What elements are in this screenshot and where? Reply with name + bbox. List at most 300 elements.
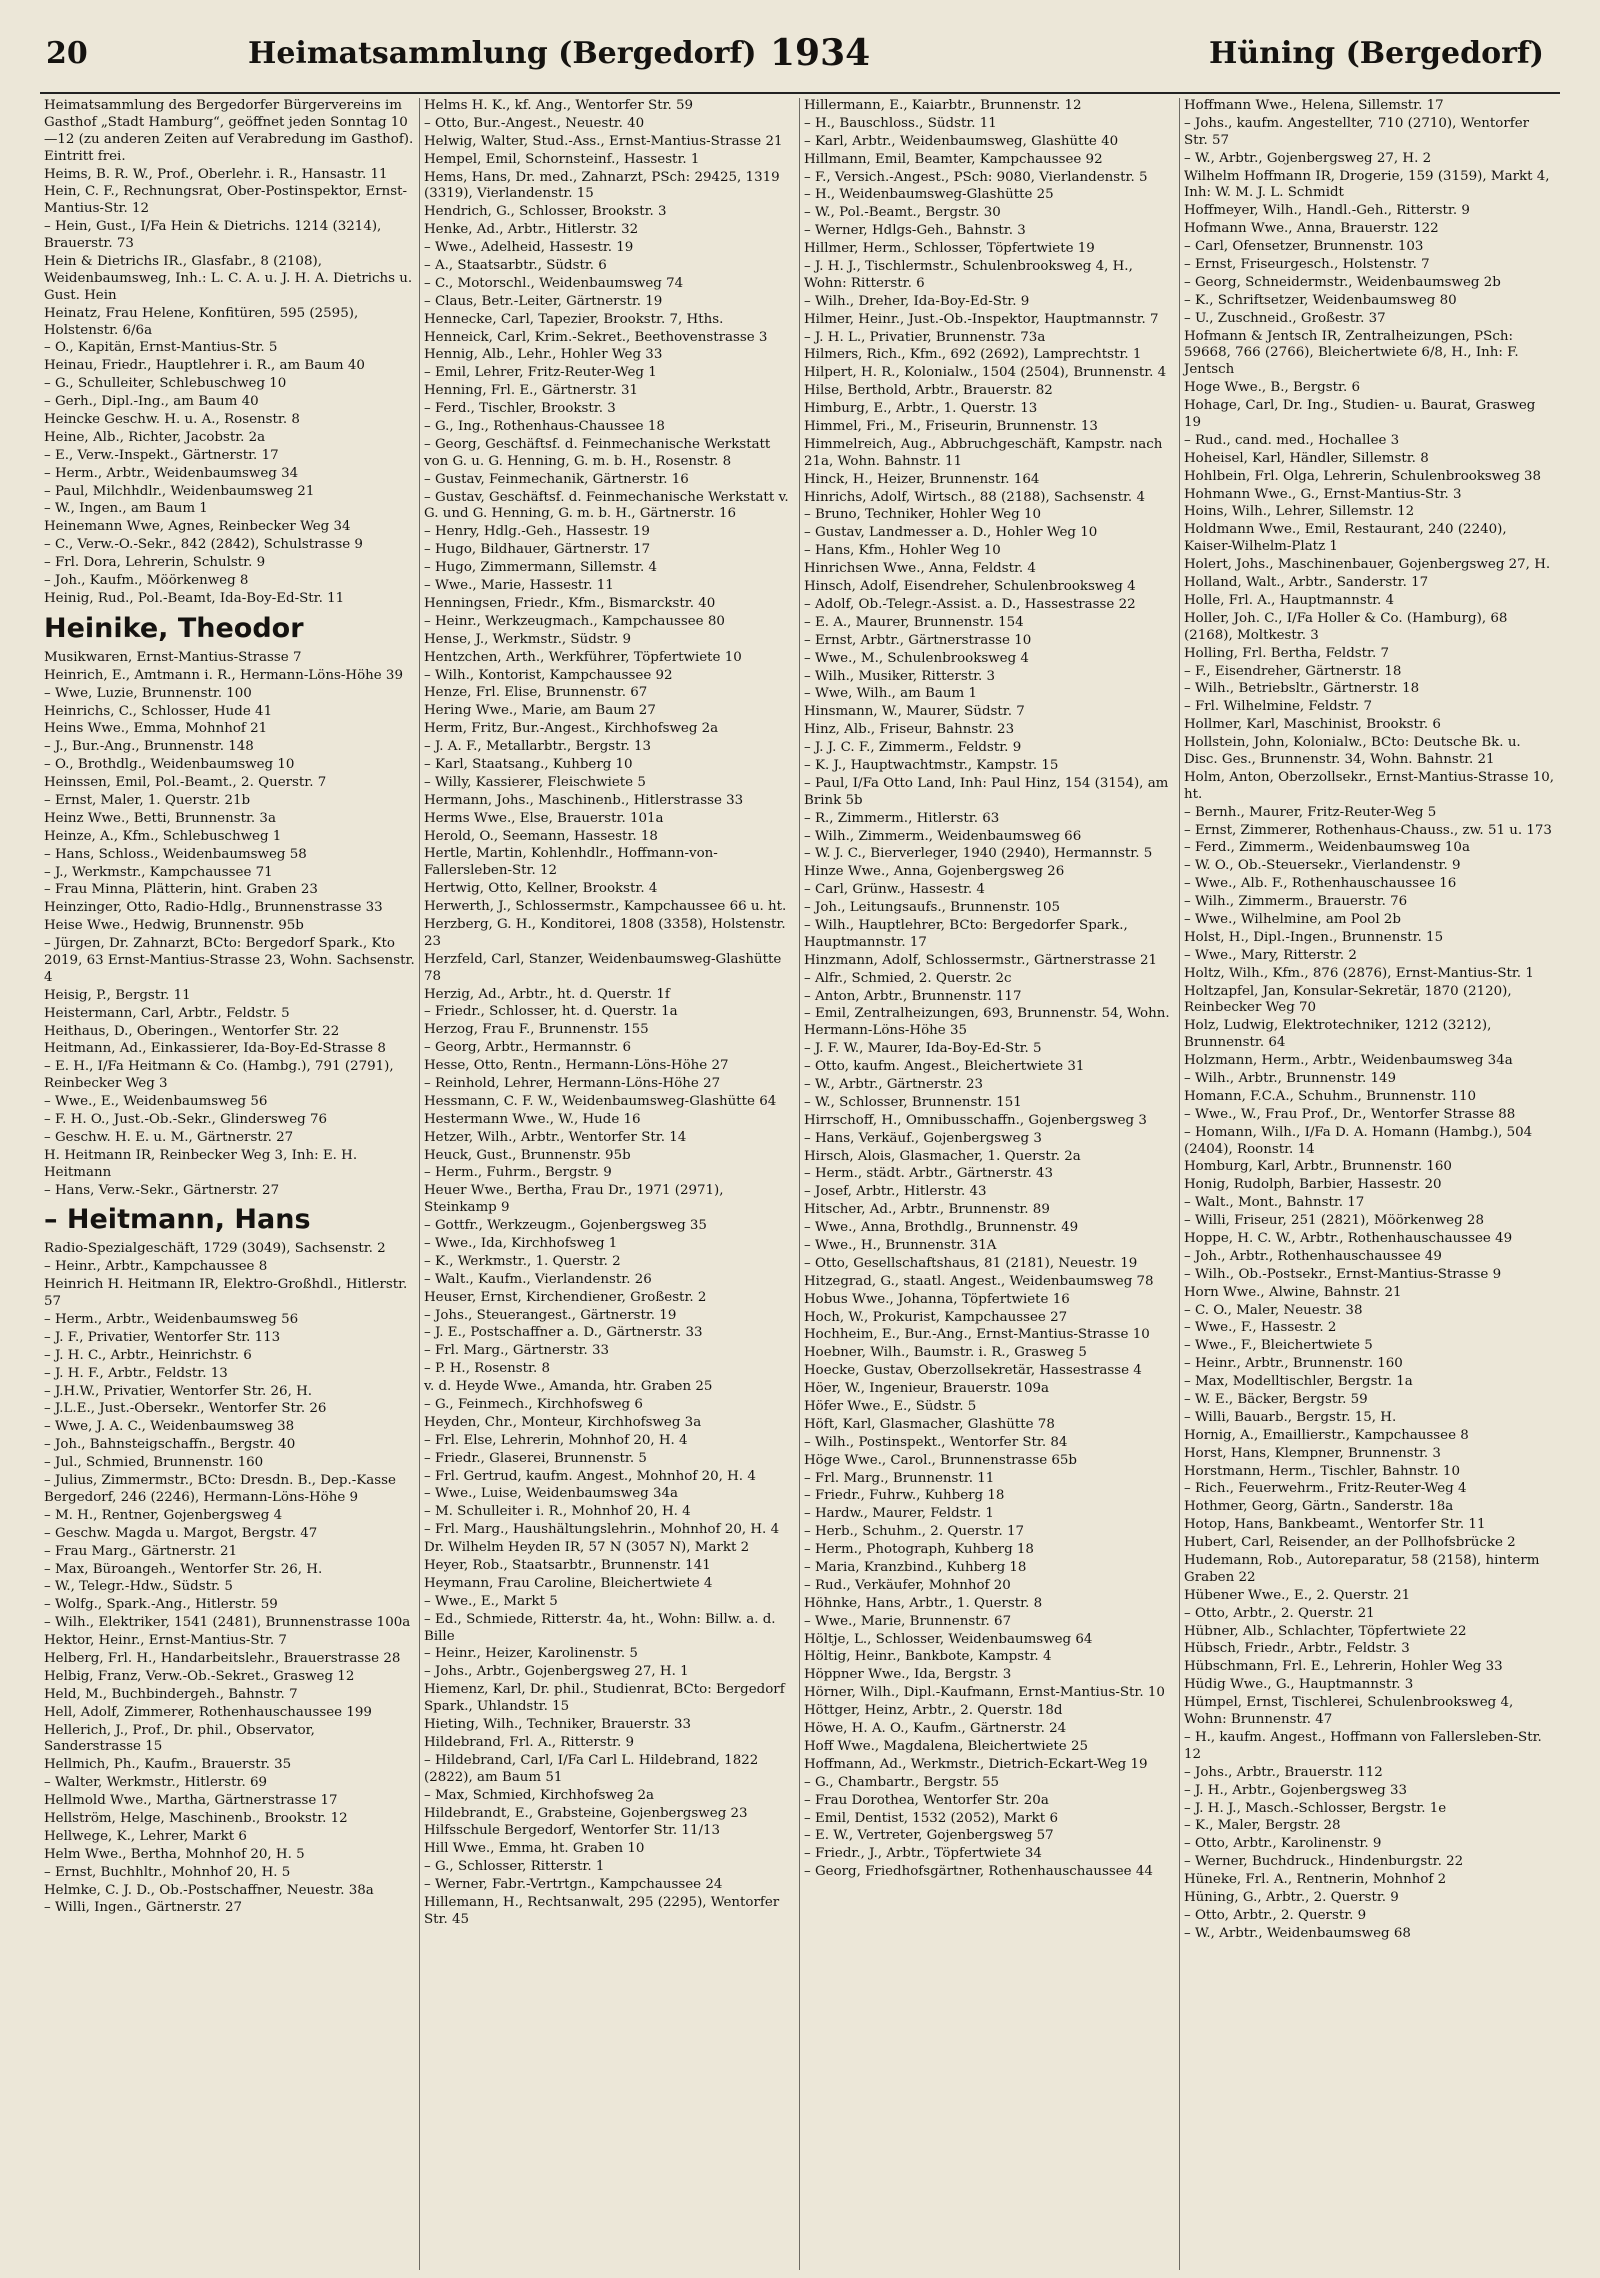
directory-entry: Hübner, Alb., Schlachter, Töpfertwiete 22 xyxy=(1184,1623,1467,1639)
directory-entry: – Frau Minna, Plätterin, hint. Graben 23 xyxy=(44,882,318,898)
directory-entry: Holler, Joh. C., I/Fa Holler & Co. (Hamburg), 68 (2168), Moltkestr. 3 xyxy=(1184,610,1508,643)
directory-entry: Hübener Wwe., E., 2. Querstr. 21 xyxy=(1184,1587,1411,1603)
directory-entry: Hertle, Martin, Kohlenhdlr., Hoffmann-von-Fallersleben-Str. 12 xyxy=(424,846,718,879)
directory-entry: Holm, Anton, Oberzollsekr., Ernst-Mantius-Strasse 10, ht. xyxy=(1184,769,1555,802)
directory-entry: Heitmann, Ad., Einkassierer, Ida-Boy-Ed-Strasse 8 xyxy=(44,1041,386,1057)
directory-entry: Heyer, Rob., Staatsarbtr., Brunnenstr. 141 xyxy=(424,1558,711,1574)
directory-entry: – W., Telegr.-Hdw., Südstr. 5 xyxy=(44,1579,233,1595)
directory-entry: – J., Werkmstr., Kampchaussee 71 xyxy=(44,864,273,880)
directory-entry: – Wilh., Elektriker, 1541 (2481), Brunnenstrasse 100a xyxy=(44,1615,411,1631)
directory-entry: Hoffmeyer, Wilh., Handl.-Geh., Ritterstr. 9 xyxy=(1184,203,1470,219)
directory-entry: – Wilh., Musiker, Ritterstr. 3 xyxy=(804,668,996,684)
directory-entry: – Maria, Kranzbind., Kuhberg 18 xyxy=(804,1560,1027,1576)
directory-entry: Henningsen, Friedr., Kfm., Bismarckstr. 40 xyxy=(424,595,716,611)
directory-entry: Hümpel, Ernst, Tischlerei, Schulenbrooksweg 4, Wohn: Brunnenstr. 47 xyxy=(1184,1695,1514,1728)
directory-entry: – J. J. C. F., Zimmerm., Feldstr. 9 xyxy=(804,740,1022,756)
directory-entry: – G., Ing., Rothenhaus-Chaussee 18 xyxy=(424,419,665,435)
directory-entry: – J. H. L., Privatier, Brunnenstr. 73a xyxy=(804,329,1046,345)
directory-entry: Hertwig, Otto, Kellner, Brookstr. 4 xyxy=(424,881,658,897)
directory-entry: Hollmer, Karl, Maschinist, Brookstr. 6 xyxy=(1184,717,1441,733)
directory-entry: – Wilh., Arbtr., Brunnenstr. 149 xyxy=(1184,1070,1397,1086)
right-running-head: Hüning (Bergedorf) xyxy=(1209,36,1544,71)
directory-entry: – Wwe., Anna, Brothdlg., Brunnenstr. 49 xyxy=(804,1220,1079,1236)
directory-entry: Hell, Adolf, Zimmerer, Rothenhauschaussee 199 xyxy=(44,1704,372,1720)
directory-entry: – G., Schulleiter, Schlebuschweg 10 xyxy=(44,376,287,392)
directory-entry: – Max, Schmied, Kirchhofsweg 2a xyxy=(424,1787,655,1803)
directory-entry: – Rud., cand. med., Hochallee 3 xyxy=(1184,432,1400,448)
directory-entry: Holtzapfel, Jan, Konsular-Sekretär, 1870 (2120), Reinbecker Weg 70 xyxy=(1184,983,1512,1016)
directory-entry: – Gustav, Feinmechanik, Gärtnerstr. 16 xyxy=(424,471,689,487)
directory-entry: – J.L.E., Just.-Obersekr., Wentorfer Str. 26 xyxy=(44,1401,327,1417)
page-number: 20 xyxy=(46,36,88,71)
directory-entry: – Wilh., Postinspekt., Wentorfer Str. 84 xyxy=(804,1434,1068,1450)
directory-entry: Held, M., Buchbindergeh., Bahnstr. 7 xyxy=(44,1686,298,1702)
directory-entry: Hinzmann, Adolf, Schlossermstr., Gärtnerstrasse 21 xyxy=(804,952,1158,968)
directory-entry: – K., Maler, Bergstr. 28 xyxy=(1184,1818,1341,1834)
directory-entry: – Wilh., Dreher, Ida-Boy-Ed-Str. 9 xyxy=(804,293,1030,309)
directory-entry: Himburg, E., Arbtr., 1. Querstr. 13 xyxy=(804,401,1038,417)
page-header xyxy=(40,28,1560,84)
directory-entry: Heymann, Frau Caroline, Bleichertwiete 4 xyxy=(424,1575,713,1591)
directory-entry: – E. H., I/Fa Heitmann & Co. (Hambg.), 791 (2791), Reinbecker Weg 3 xyxy=(44,1059,394,1092)
directory-entry: – K., Werkmstr., 1. Querstr. 2 xyxy=(424,1253,621,1269)
directory-entry: Heinrich H. Heitmann IR, Elektro-Großhdl., Hitlerstr. 57 xyxy=(44,1277,408,1310)
directory-entry: Hollstein, John, Kolonialw., BCto: Deutsche Bk. u. Disc. Ges., Brunnenstr. 34, Wohn. Bahnstr. 21 xyxy=(1184,735,1521,767)
directory-entry: – W., Pol.-Beamt., Bergstr. 30 xyxy=(804,205,1001,221)
directory-entry: Hesse, Otto, Rentn., Hermann-Löns-Höhe 27 xyxy=(424,1058,729,1074)
directory-entry: – F., Versich.-Angest., PSch: 9080, Vierlandenstr. 5 xyxy=(804,169,1148,185)
directory-entry: – Carl, Ofensetzer, Brunnenstr. 103 xyxy=(1184,239,1424,255)
directory-entry: Herm, Fritz, Bur.-Angest., Kirchhofsweg 2a xyxy=(424,721,719,737)
directory-entry: – Frl. Marg., Brunnenstr. 11 xyxy=(804,1470,995,1486)
directory-entry: Hoffmann, Ad., Werkmstr., Dietrich-Eckart-Weg 19 xyxy=(804,1756,1148,1772)
directory-entry: – Ed., Schmiede, Ritterstr. 4a, ht., Wohn: Billw. a. d. Bille xyxy=(424,1611,776,1644)
directory-entry: – Emil, Dentist, 1532 (2052), Markt 6 xyxy=(804,1810,1058,1826)
directory-entry: – J. A. F., Metallarbtr., Bergstr. 13 xyxy=(424,739,652,755)
directory-entry: – O., Brothdlg., Weidenbaumsweg 10 xyxy=(44,757,295,773)
directory-entry: – Hugo, Bildhauer, Gärtnerstr. 17 xyxy=(424,542,651,558)
directory-entry: – Wwe., Alb. F., Rothenhauschaussee 16 xyxy=(1184,876,1457,892)
directory-entry: Herold, O., Seemann, Hassestr. 18 xyxy=(424,828,658,844)
directory-entry: Hilfsschule Bergedorf, Wentorfer Str. 11/13 xyxy=(424,1823,721,1839)
directory-entry: – Paul, I/Fa Otto Land, Inh: Paul Hinz, 154 (3154), am Brink 5b xyxy=(804,775,1169,808)
directory-entry: Herzog, Frau F., Brunnenstr. 155 xyxy=(424,1022,649,1038)
directory-entry: – Wwe., E., Weidenbaumsweg 56 xyxy=(44,1094,268,1110)
directory-entry: Höppner Wwe., Ida, Bergstr. 3 xyxy=(804,1667,1012,1683)
directory-entry: Heistermann, Carl, Arbtr., Feldstr. 5 xyxy=(44,1005,290,1021)
directory-entry: Hotop, Hans, Bankbeamt., Wentorfer Str. 11 xyxy=(1184,1517,1486,1533)
directory-entry: – Ernst, Friseurgesch., Holstenstr. 7 xyxy=(1184,257,1430,273)
directory-entry: – Gottfr., Werkzeugm., Gojenbergsweg 35 xyxy=(424,1218,707,1234)
directory-entry: – Georg, Friedhofsgärtner, Rothenhauschaussee 44 xyxy=(804,1864,1153,1880)
directory-entry: Hinsmann, W., Maurer, Südstr. 7 xyxy=(804,704,1025,720)
directory-entry: – K., Schriftsetzer, Weidenbaumsweg 80 xyxy=(1184,292,1457,308)
directory-entry: – Wwe., Wilhelmine, am Pool 2b xyxy=(1184,911,1401,927)
directory-entry: – W. O., Ob.-Steuersekr., Vierlandenstr. 9 xyxy=(1184,858,1461,874)
directory-entry: Heinau, Friedr., Hauptlehrer i. R., am Baum 40 xyxy=(44,358,365,374)
directory-entry: – Adolf, Ob.-Telegr.-Assist. a. D., Hassestrasse 22 xyxy=(804,596,1136,612)
directory-entry: Heisig, P., Bergstr. 11 xyxy=(44,987,191,1003)
directory-entry: – Jürgen, Dr. Zahnarzt, BCto: Bergedorf Spark., Kto 2019, 63 Ernst-Mantius-Strasse 23, Wohn. Sachsenstr. 4 xyxy=(44,936,415,985)
directory-entry: Hillmann, Emil, Beamter, Kampchaussee 92 xyxy=(804,151,1103,167)
directory-entry: – Alfr., Schmied, 2. Querstr. 2c xyxy=(804,970,1012,986)
directory-entry: – G., Chambartr., Bergstr. 55 xyxy=(804,1774,999,1790)
directory-entry: – Max, Büroangeh., Wentorfer Str. 26, H. xyxy=(44,1561,323,1577)
directory-entry: – Hugo, Zimmermann, Sillemstr. 4 xyxy=(424,560,658,576)
directory-entry: – Johs., Arbtr., Gojenbergsweg 27, H. 1 xyxy=(424,1664,689,1680)
directory-entry: Honig, Rudolph, Barbier, Hassestr. 20 xyxy=(1184,1177,1442,1193)
directory-entry: – Heinr., Werkzeugmach., Kampchaussee 80 xyxy=(424,613,725,629)
directory-entry: – Herm., Fuhrm., Bergstr. 9 xyxy=(424,1165,612,1181)
directory-entry: – E. A., Maurer, Brunnenstr. 154 xyxy=(804,614,1024,630)
directory-entry: – H., Bauschloss., Südstr. 11 xyxy=(804,115,997,131)
directory-entry: Holert, Johs., Maschinenbauer, Gojenbergsweg 27, H. xyxy=(1184,557,1551,573)
directory-entry: Hilpert, H. R., Kolonialw., 1504 (2504), Brunnenstr. 4 xyxy=(804,365,1167,381)
directory-entry: Hoff Wwe., Magdalena, Bleichertwiete 25 xyxy=(804,1738,1089,1754)
directory-entry: Höltje, L., Schlosser, Weidenbaumsweg 64 xyxy=(804,1631,1093,1647)
directory-entry: – Max, Modelltischler, Bergstr. 1a xyxy=(1184,1374,1413,1390)
left-running-head: Heimatsammlung (Bergedorf) xyxy=(248,36,757,71)
directory-entry: – Wwe., Adelheid, Hassestr. 19 xyxy=(424,240,634,256)
directory-entry: Heinze, A., Kfm., Schlebuschweg 1 xyxy=(44,828,282,844)
directory-entry: – O., Kapitän, Ernst-Mantius-Str. 5 xyxy=(44,340,278,356)
directory-entry: – Heinr., Arbtr., Kampchaussee 8 xyxy=(44,1259,268,1275)
directory-entry: Hinze Wwe., Anna, Gojenbergsweg 26 xyxy=(804,864,1065,880)
directory-entry: Heithaus, D., Oberingen., Wentorfer Str. 22 xyxy=(44,1023,340,1039)
directory-entry: – Frl. Marg., Gärtnerstr. 33 xyxy=(424,1343,610,1359)
directory-entry: – Otto, Arbtr., 2. Querstr. 9 xyxy=(1184,1907,1367,1923)
directory-entry: – Georg, Arbtr., Hermannstr. 6 xyxy=(424,1040,631,1056)
directory-entry: Herzberg, G. H., Konditorei, 1808 (3358), Holstenstr. 23 xyxy=(424,916,786,949)
directory-entry: Höltig, Heinr., Bankbote, Kampstr. 4 xyxy=(804,1649,1052,1665)
directory-entry: Höhnke, Hans, Arbtr., 1. Querstr. 8 xyxy=(804,1595,1043,1611)
directory-entry: Hellwege, K., Lehrer, Markt 6 xyxy=(44,1828,247,1844)
directory-entry: – Willi, Ingen., Gärtnerstr. 27 xyxy=(44,1900,243,1916)
directory-entry: – Hans, Verw.-Sekr., Gärtnerstr. 27 xyxy=(44,1182,280,1198)
directory-entry: Hübschmann, Frl. E., Lehrerin, Hohler Weg 33 xyxy=(1184,1659,1503,1675)
directory-entry: Helm Wwe., Bertha, Mohnhof 20, H. 5 xyxy=(44,1846,305,1862)
directory-entry: – W. E., Bäcker, Bergstr. 59 xyxy=(1184,1392,1368,1408)
directory-entry: – Joh., Kaufm., Möörkenweg 8 xyxy=(44,573,249,589)
directory-entry: Höfer Wwe., E., Südstr. 5 xyxy=(804,1399,977,1415)
directory-entry: – Johs., kaufm. Angestellter, 710 (2710), Wentorfer Str. 57 xyxy=(1184,115,1530,148)
directory-entry: – Willy, Kassierer, Fleischwiete 5 xyxy=(424,774,646,790)
directory-entry: – Ferd., Zimmerm., Weidenbaumsweg 10a xyxy=(1184,840,1470,856)
directory-entry: Hoebner, Wilh., Baumstr. i. R., Grasweg 5 xyxy=(804,1345,1087,1361)
directory-entry: – Paul, Milchhdlr., Weidenbaumsweg 21 xyxy=(44,483,315,499)
directory-entry: – Wwe., Ida, Kirchhofsweg 1 xyxy=(424,1236,618,1251)
directory-entry: Hinck, H., Heizer, Brunnenstr. 164 xyxy=(804,471,1040,487)
directory-entry: – H., kaufm. Angest., Hoffmann von Fallersleben-Str. 12 xyxy=(1184,1729,1542,1762)
directory-entry: Hoppe, H. C. W., Arbtr., Rothenhauschaussee 49 xyxy=(1184,1231,1513,1246)
directory-entry: Höft, Karl, Glasmacher, Glashütte 78 xyxy=(804,1416,1055,1432)
directory-entry: Hohage, Carl, Dr. Ing., Studien- u. Baurat, Grasweg 19 xyxy=(1184,398,1536,431)
directory-entry: Helmke, C. J. D., Ob.-Postschaffner, Neuestr. 38a xyxy=(44,1882,374,1898)
directory-entry: – Gerh., Dipl.-Ing., am Baum 40 xyxy=(44,394,259,410)
directory-entry: – J. E., Postschaffner a. D., Gärtnerstr. 33 xyxy=(424,1325,703,1341)
directory-entry: Herwerth, J., Schlossermstr., Kampchaussee 66 u. ht. xyxy=(424,899,787,915)
directory-entry: – Herm., Photograph, Kuhberg 18 xyxy=(804,1542,1034,1558)
directory-entry: – P. H., Rosenstr. 8 xyxy=(424,1361,550,1377)
directory-entry: Holst, H., Dipl.-Ingen., Brunnenstr. 15 xyxy=(1184,929,1444,945)
directory-entry: Holle, Frl. A., Hauptmannstr. 4 xyxy=(1184,592,1395,608)
directory-entry: Hektor, Heinr., Ernst-Mantius-Str. 7 xyxy=(44,1633,287,1649)
directory-entry: – J. H. F., Arbtr., Feldstr. 13 xyxy=(44,1365,228,1381)
directory-entry: Hildebrand, Frl. A., Ritterstr. 9 xyxy=(424,1734,634,1750)
directory-entry: – Johs., Arbtr., Brauerstr. 112 xyxy=(1184,1764,1383,1780)
directory-entry: Himmelreich, Aug., Abbruchgeschäft, Kampstr. nach 21a, Wohn. Bahnstr. 11 xyxy=(804,436,1163,469)
directory-entry: – Wilh., Hauptlehrer, BCto: Bergedorfer Spark., Hauptmannstr. 17 xyxy=(804,917,1128,950)
directory-entry: Holdmann Wwe., Emil, Restaurant, 240 (2240), Kaiser-Wilhelm-Platz 1 xyxy=(1184,522,1507,555)
directory-entry: Hoecke, Gustav, Oberzollsekretär, Hassestrasse 4 xyxy=(804,1363,1142,1379)
directory-entry: – Wilh., Betriebsltr., Gärtnerstr. 18 xyxy=(1184,681,1420,697)
directory-entry: Heimatsammlung des Bergedorfer Bürgervereins im Gasthof „Stadt Hamburg“, geöffnet jeden Sonntag 10—12 (zu anderen Zeiten auf Verabredung im Gasthof). Eintritt frei. xyxy=(44,98,414,164)
directory-entry: Henze, Frl. Elise, Brunnenstr. 67 xyxy=(424,685,648,701)
directory-entry: Hothmer, Georg, Gärtn., Sanderstr. 18a xyxy=(1184,1499,1454,1515)
directory-entry: – Henry, Hdlg.-Geh., Hassestr. 19 xyxy=(424,524,650,540)
directory-entry: – Ernst, Buchhltr., Mohnhof 20, H. 5 xyxy=(44,1864,291,1880)
directory-entry: – Johs., Steuerangest., Gärtnerstr. 19 xyxy=(424,1307,677,1323)
directory-entry: Helbig, Franz, Verw.-Ob.-Sekret., Grasweg 12 xyxy=(44,1668,355,1684)
directory-entry: v. d. Heyde Wwe., Amanda, htr. Graben 25 xyxy=(424,1379,713,1395)
directory-entry: – W., Arbtr., Gärtnerstr. 23 xyxy=(804,1076,984,1092)
directory-entry: – Frl. Dora, Lehrerin, Schulstr. 9 xyxy=(44,555,266,571)
directory-entry: – F., Eisendreher, Gärtnerstr. 18 xyxy=(1184,663,1402,679)
directory-entry: – Emil, Lehrer, Fritz-Reuter-Weg 1 xyxy=(424,365,657,381)
directory-entry: – Joh., Leitungsaufs., Brunnenstr. 105 xyxy=(804,900,1061,916)
directory-entry: – J. F., Privatier, Wentorfer Str. 113 xyxy=(44,1329,281,1345)
directory-entry: – Walt., Mont., Bahnstr. 17 xyxy=(1184,1195,1365,1211)
directory-entry: Hellmold Wwe., Martha, Gärtnerstrasse 17 xyxy=(44,1793,338,1809)
directory-entry: Hirrschoff, H., Omnibusschaffn., Gojenbergsweg 3 xyxy=(804,1112,1147,1128)
directory-entry: – A., Staatsarbtr., Südstr. 6 xyxy=(424,258,607,274)
directory-entry: – Gustav, Geschäftsf. d. Feinmechanische Werkstatt v. G. und G. Henning, G. m. b. H., Gärtnerstr. 16 xyxy=(424,489,789,522)
directory-entry: – Homann, Wilh., I/Fa D. A. Homann (Hambg.), 504 (2404), Roonstr. 14 xyxy=(1184,1124,1533,1157)
directory-entry: – Werner, Buchdruck., Hindenburgstr. 22 xyxy=(1184,1854,1464,1870)
directory-entry: – Wwe., M., Schulenbrooksweg 4 xyxy=(804,650,1029,666)
directory-entry: – Wilh., Ob.-Postsekr., Ernst-Mantius-Strasse 9 xyxy=(1184,1266,1502,1282)
directory-entry: Himmel, Fri., M., Friseurin, Brunnenstr. 13 xyxy=(804,419,1098,435)
directory-entry: Heinssen, Emil, Pol.-Beamt., 2. Querstr. 7 xyxy=(44,775,327,791)
directory-entry: Hüneke, Frl. A., Rentnerin, Mohnhof 2 xyxy=(1184,1872,1447,1888)
directory-entry: – Wwe., F., Hassestr. 2 xyxy=(1184,1320,1337,1336)
directory-entry: – Joh., Bahnsteigschaffn., Bergstr. 40 xyxy=(44,1437,296,1453)
directory-entry: Hildebrandt, E., Grabsteine, Gojenbergsweg 23 xyxy=(424,1805,748,1821)
directory-entry: – F. H. O., Just.-Ob.-Sekr., Glindersweg 76 xyxy=(44,1112,327,1127)
directory-entry: – Frl. Wilhelmine, Feldstr. 7 xyxy=(1184,699,1372,715)
directory-entry: – W. J. C., Bierverleger, 1940 (2940), Hermannstr. 5 xyxy=(804,846,1153,862)
directory-entry: Holzmann, Herm., Arbtr., Weidenbaumsweg 34a xyxy=(1184,1053,1513,1069)
directory-columns xyxy=(40,98,1560,2270)
directory-entry: Hobus Wwe., Johanna, Töpfertwiete 16 xyxy=(804,1291,1070,1307)
directory-entry: Hüdig Wwe., G., Hauptmannstr. 3 xyxy=(1184,1677,1414,1693)
directory-entry: – E., Verw.-Inspekt., Gärtnerstr. 17 xyxy=(44,447,279,463)
directory-entry: – Bruno, Techniker, Hohler Weg 10 xyxy=(804,507,1042,523)
directory-entry: Hermann, Johs., Maschinenb., Hitlerstrasse 33 xyxy=(424,792,744,808)
directory-entry: – M. H., Rentner, Gojenbergsweg 4 xyxy=(44,1507,283,1523)
directory-entry: Hübsch, Friedr., Arbtr., Feldstr. 3 xyxy=(1184,1641,1410,1657)
directory-entry: Heinrichs, C., Schlosser, Hude 41 xyxy=(44,703,273,719)
directory-entry: Hornig, A., Emaillierstr., Kampchaussee 8 xyxy=(1184,1427,1469,1443)
directory-entry: – Rich., Feuerwehrm., Fritz-Reuter-Weg 4 xyxy=(1184,1481,1467,1497)
directory-entry: – Friedr., J., Arbtr., Töpfertwiete 34 xyxy=(804,1846,1042,1862)
directory-entry: – Rud., Verkäufer, Mohnhof 20 xyxy=(804,1577,1011,1593)
directory-entry: Herzig, Ad., Arbtr., ht. d. Querstr. 1f xyxy=(424,986,670,1002)
directory-entry: Hentzchen, Arth., Werkführer, Töpfertwiete 10 xyxy=(424,649,742,665)
column-3 xyxy=(800,98,1180,2270)
directory-entry: Heinig, Rud., Pol.-Beamt, Ida-Boy-Ed-Str. 11 xyxy=(44,590,345,606)
directory-entry: – J. F. W., Maurer, Ida-Boy-Ed-Str. 5 xyxy=(804,1041,1042,1057)
directory-entry: Hofmann Wwe., Anna, Brauerstr. 122 xyxy=(1184,221,1439,237)
directory-entry: – Wolfg., Spark.-Ang., Hitlerstr. 59 xyxy=(44,1597,278,1613)
directory-entry: Heims, B. R. W., Prof., Oberlehr. i. R., Hansastr. 11 xyxy=(44,166,388,182)
directory-entry: Horst, Hans, Klempner, Brunnenstr. 3 xyxy=(1184,1445,1441,1461)
directory-entry: – Reinhold, Lehrer, Hermann-Löns-Höhe 27 xyxy=(424,1075,721,1091)
directory-entry: – M. Schulleiter i. R., Mohnhof 20, H. 4 xyxy=(424,1504,691,1520)
directory-entry: – Wwe., H., Brunnenstr. 31A xyxy=(804,1238,997,1253)
directory-entry: Heine, Alb., Richter, Jacobstr. 2a xyxy=(44,429,266,445)
directory-entry: – Wwe., E., Markt 5 xyxy=(424,1593,558,1609)
directory-entry: – J., Bur.-Ang., Brunnenstr. 148 xyxy=(44,739,254,755)
directory-entry: Heuer Wwe., Bertha, Frau Dr., 1971 (2971), Steinkamp 9 xyxy=(424,1183,724,1216)
directory-entry: – Werner, Hdlgs-Geh., Bahnstr. 3 xyxy=(804,223,1026,239)
directory-entry: – Frau Dorothea, Wentorfer Str. 20a xyxy=(804,1792,1049,1808)
directory-entry: Heinatz, Frau Helene, Konfitüren, 595 (2595), Holstenstr. 6/6a xyxy=(44,305,359,338)
directory-entry: Homburg, Karl, Arbtr., Brunnenstr. 160 xyxy=(1184,1159,1452,1175)
directory-entry: Heise Wwe., Hedwig, Brunnenstr. 95b xyxy=(44,918,304,934)
directory-entry: Hellmich, Ph., Kaufm., Brauerstr. 35 xyxy=(44,1757,292,1773)
directory-entry: Hilmers, Rich., Kfm., 692 (2692), Lamprechtstr. 1 xyxy=(804,347,1142,363)
directory-entry: Hudemann, Rob., Autoreparatur, 58 (2158), hinterm Graben 22 xyxy=(1184,1553,1540,1585)
directory-entry: Hellerich, J., Prof., Dr. phil., Observator, Sanderstrasse 15 xyxy=(44,1722,315,1755)
directory-entry: – Bernh., Maurer, Fritz-Reuter-Weg 5 xyxy=(1184,804,1437,820)
directory-entry: Hieting, Wilh., Techniker, Brauerstr. 33 xyxy=(424,1717,691,1733)
directory-entry: Hiemenz, Karl, Dr. phil., Studienrat, BCto: Bergedorf Spark., Uhlandstr. 15 xyxy=(424,1682,785,1715)
directory-entry: Horn Wwe., Alwine, Bahnstr. 21 xyxy=(1184,1284,1402,1300)
directory-entry: – Otto, Arbtr., 2. Querstr. 21 xyxy=(1184,1605,1375,1621)
directory-entry: Höer, W., Ingenieur, Brauerstr. 109a xyxy=(804,1381,1050,1397)
directory-entry: Holland, Walt., Arbtr., Sanderstr. 17 xyxy=(1184,575,1429,591)
directory-entry: Hubert, Carl, Reisender, an der Pollhofsbrücke 2 xyxy=(1184,1535,1516,1551)
directory-entry: Hoch, W., Prokurist, Kampchaussee 27 xyxy=(804,1309,1068,1325)
directory-entry: – Hans, Verkäuf., Gojenbergsweg 3 xyxy=(804,1130,1042,1146)
directory-entry: – Willi, Friseur, 251 (2821), Möörkenweg 28 xyxy=(1184,1213,1484,1229)
directory-entry: Heuser, Ernst, Kirchendiener, Großestr. 2 xyxy=(424,1289,707,1305)
directory-entry: – Ernst, Zimmerer, Rothenhaus-Chauss., zw. 51 u. 173 xyxy=(1184,822,1552,838)
directory-entry: Hennecke, Carl, Tapezier, Brookstr. 7, Hths. xyxy=(424,311,724,327)
directory-entry: – Friedr., Schlosser, ht. d. Querstr. 1a xyxy=(424,1004,678,1020)
directory-entry: – Otto, Gesellschaftshaus, 81 (2181), Neuestr. 19 xyxy=(804,1255,1138,1271)
directory-entry: – H., Weidenbaumsweg-Glashütte 25 xyxy=(804,187,1054,203)
directory-entry: Heins Wwe., Emma, Mohnhof 21 xyxy=(44,721,268,737)
directory-entry: Hohmann Wwe., G., Ernst-Mantius-Str. 3 xyxy=(1184,486,1462,502)
directory-entry: Hoins, Wilh., Lehrer, Sillemstr. 12 xyxy=(1184,504,1415,520)
directory-entry: – Walter, Werkmstr., Hitlerstr. 69 xyxy=(44,1775,268,1791)
directory-entry: Wilhelm Hoffmann IR, Drogerie, 159 (3159), Markt 4, Inh: W. M. J. L. Schmidt xyxy=(1184,168,1550,201)
directory-entry: Heinrich, E., Amtmann i. R., Hermann-Löns-Höhe 39 xyxy=(44,667,403,683)
directory-entry: Helms H. K., kf. Ang., Wentorfer Str. 59 xyxy=(424,98,694,113)
directory-entry: Radio-Spezialgeschäft, 1729 (3049), Sachsenstr. 2 xyxy=(44,1241,386,1257)
directory-entry: Hems, Hans, Dr. med., Zahnarzt, PSch: 29425, 1319 (3319), Vierlandenstr. 15 xyxy=(424,169,780,202)
directory-entry: – Wwe., Mary, Ritterstr. 2 xyxy=(1184,947,1357,963)
directory-entry: – Emil, Zentralheizungen, 693, Brunnenstr. 54, Wohn. Hermann-Löns-Höhe 35 xyxy=(804,1006,1170,1039)
directory-entry: Hill Wwe., Emma, ht. Graben 10 xyxy=(424,1841,645,1857)
directory-entry: Hillermann, E., Kaiarbtr., Brunnenstr. 12 xyxy=(804,98,1082,113)
header-rule xyxy=(40,92,1560,94)
directory-entry: Hirsch, Alois, Glasmacher, 1. Querstr. 2a xyxy=(804,1148,1081,1164)
directory-entry: – Georg, Geschäftsf. d. Feinmechanische Werkstatt von G. u. G. Henning, G. m. b. H., Rosenstr. 8 xyxy=(424,436,771,469)
directory-entry: – C., Verw.-O.-Sekr., 842 (2842), Schulstrasse 9 xyxy=(44,537,363,553)
directory-entry: Hessmann, C. F. W., Weidenbaumsweg-Glashütte 64 xyxy=(424,1093,777,1109)
directory-entry: Hering Wwe., Marie, am Baum 27 xyxy=(424,703,656,719)
directory-entry: Henke, Ad., Arbtr., Hitlerstr. 32 xyxy=(424,222,639,238)
directory-entry: – Willi, Bauarb., Bergstr. 15, H. xyxy=(1184,1409,1397,1425)
directory-entry: – W., Arbtr., Gojenbergsweg 27, H. 2 xyxy=(1184,150,1432,166)
directory-entry: – Herm., städt. Arbtr., Gärtnerstr. 43 xyxy=(804,1166,1053,1182)
directory-entry: – Hans, Schloss., Weidenbaumsweg 58 xyxy=(44,846,307,862)
directory-entry: – U., Zuschneid., Großestr. 37 xyxy=(1184,310,1386,326)
directory-entry: – Frl. Else, Lehrerin, Mohnhof 20, H. 4 xyxy=(424,1432,688,1448)
directory-entry: – Karl, Arbtr., Weidenbaumsweg, Glashütte 40 xyxy=(804,133,1119,149)
directory-entry: Hinz, Alb., Friseur, Bahnstr. 23 xyxy=(804,722,1015,738)
directory-entry: – Herm., Arbtr., Weidenbaumsweg 34 xyxy=(44,465,299,481)
directory-entry: – Wilh., Zimmerm., Brauerstr. 76 xyxy=(1184,894,1408,910)
directory-entry: Hitscher, Ad., Arbtr., Brunnenstr. 89 xyxy=(804,1202,1050,1218)
directory-entry: Musikwaren, Ernst-Mantius-Strasse 7 xyxy=(44,649,302,665)
directory-entry: – E. W., Vertreter, Gojenbergsweg 57 xyxy=(804,1828,1054,1844)
directory-entry: – C. O., Maler, Neuestr. 38 xyxy=(1184,1302,1363,1318)
column-1 xyxy=(40,98,420,2270)
directory-entry: Helberg, Frl. H., Handarbeitslehr., Brauerstrasse 28 xyxy=(44,1650,401,1666)
directory-entry: – Heitmann, Hans xyxy=(44,1204,311,1236)
directory-entry: Hillemann, H., Rechtsanwalt, 295 (2295), Wentorfer Str. 45 xyxy=(424,1894,780,1927)
directory-entry: Hohlbein, Frl. Olga, Lehrerin, Schulenbrooksweg 38 xyxy=(1184,468,1542,484)
directory-entry: – W., Schlosser, Brunnenstr. 151 xyxy=(804,1094,1022,1110)
directory-entry: – Wwe, Luzie, Brunnenstr. 100 xyxy=(44,685,252,701)
directory-entry: – Friedr., Fuhrw., Kuhberg 18 xyxy=(804,1488,1005,1504)
directory-entry: – Herb., Schuhm., 2. Querstr. 17 xyxy=(804,1524,1025,1540)
directory-entry: Heinz Wwe., Betti, Brunnenstr. 3a xyxy=(44,810,276,826)
directory-entry: Hetzer, Wilh., Arbtr., Wentorfer Str. 14 xyxy=(424,1129,687,1145)
directory-entry: Helwig, Walter, Stud.-Ass., Ernst-Mantius-Strasse 21 xyxy=(424,133,783,149)
directory-entry: Heincke Geschw. H. u. A., Rosenstr. 8 xyxy=(44,412,300,428)
directory-entry: – Wilh., Kontorist, Kampchaussee 92 xyxy=(424,667,673,683)
directory-entry: Hofmann & Jentsch IR, Zentralheizungen, PSch: 59668, 766 (2766), Bleichertwiete 6/8, H., Inh: F. Jentsch xyxy=(1184,328,1519,378)
column-2 xyxy=(420,98,800,2270)
directory-entry: Hoheisel, Karl, Händler, Sillemstr. 8 xyxy=(1184,450,1429,466)
directory-entry: – Wwe., F., Bleichertwiete 5 xyxy=(1184,1338,1373,1354)
directory-entry: Hense, J., Werkmstr., Südstr. 9 xyxy=(424,631,631,647)
directory-entry: Hellström, Helge, Maschinenb., Brookstr. 12 xyxy=(44,1810,348,1826)
directory-entry: – Otto, Arbtr., Karolinenstr. 9 xyxy=(1184,1836,1382,1852)
directory-entry: – Jul., Schmied, Brunnenstr. 160 xyxy=(44,1455,264,1471)
directory-entry: Holz, Ludwig, Elektrotechniker, 1212 (3212), Brunnenstr. 64 xyxy=(1184,1018,1492,1051)
directory-entry: Henning, Frl. E., Gärtnerstr. 31 xyxy=(424,383,639,399)
directory-entry: – Claus, Betr.-Leiter, Gärtnerstr. 19 xyxy=(424,293,663,309)
directory-entry: – J. H. C., Arbtr., Heinrichstr. 6 xyxy=(44,1347,252,1363)
directory-entry: – Werner, Fabr.-Vertrtgn., Kampchaussee 24 xyxy=(424,1877,723,1893)
directory-entry: – Wilh., Zimmerm., Weidenbaumsweg 66 xyxy=(804,828,1082,844)
directory-entry: – Hardw., Maurer, Feldstr. 1 xyxy=(804,1506,994,1522)
directory-entry: – J. H., Arbtr., Gojenbergsweg 33 xyxy=(1184,1782,1408,1798)
directory-entry: – Otto, kaufm. Angest., Bleichertwiete 31 xyxy=(804,1059,1085,1075)
directory-entry: – Anton, Arbtr., Brunnenstr. 117 xyxy=(804,988,1022,1004)
directory-entry: Hennig, Alb., Lehr., Hohler Weg 33 xyxy=(424,347,663,363)
directory-entry: Hinrichsen Wwe., Anna, Feldstr. 4 xyxy=(804,561,1036,577)
year-heading: 1934 xyxy=(770,32,871,74)
directory-entry: – Wwe., Luise, Weidenbaumsweg 34a xyxy=(424,1486,678,1502)
directory-entry: – Georg, Schneidermstr., Weidenbaumsweg 2b xyxy=(1184,274,1501,290)
